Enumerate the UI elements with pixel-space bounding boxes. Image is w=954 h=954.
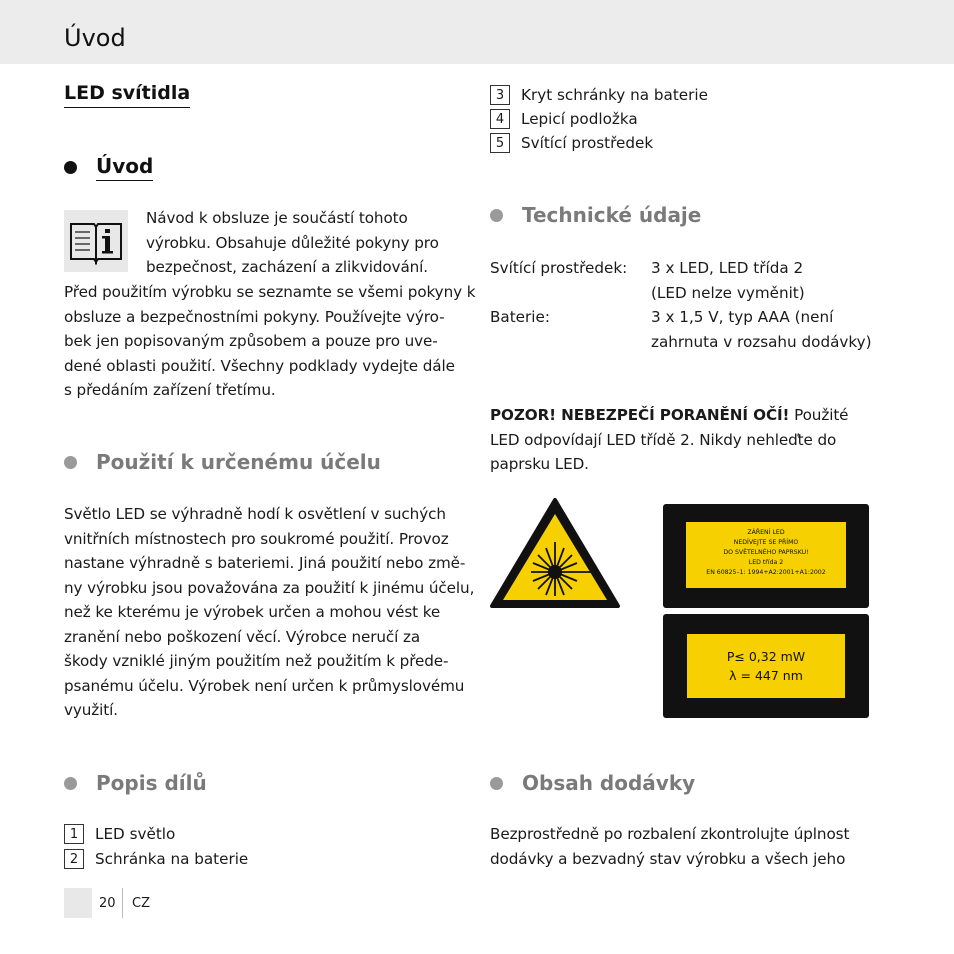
spec-value: (LED nelze vyměnit) [651,283,805,302]
footer-divider [122,888,123,918]
part-number: 4 [490,109,510,129]
label-panel [686,522,846,588]
part-label: Kryt schránky na baterie [521,86,708,104]
bullet-icon [64,777,77,790]
header-band [0,0,954,64]
text-line: s předáním zařízení třetímu. [64,381,276,399]
text-line: psanému účelu. Výrobek není určen k průmyslovému [64,676,465,695]
main-heading: LED svítidla [64,82,190,108]
laser-class-label [663,504,869,608]
label-line: LED třída 2 [748,559,784,566]
text-line: obsluze a bezpečnostními pokyny. Používejte výro- [64,307,445,326]
spec-label: Baterie: [490,308,550,326]
laser-warning-icon [488,496,622,610]
parts-list-item [64,848,248,870]
text-line: LED odpovídají LED třídě 2. Nikdy nehleďte do [490,430,837,449]
section-title: Popis dílů [96,771,207,795]
warning-text: Použité [789,406,849,424]
info-book-icon [64,210,128,272]
label-power: P≤ 0,32 mW [726,649,806,664]
text-line: bezpečnost, zacházení a zlikvidování. [146,258,429,276]
intro-text-body [64,280,475,403]
text-line: než ke kterému je výrobek určen a mohou vést ke [64,603,441,621]
text-line: výrobku. Obsahuje důležité pokyny pro [146,233,439,252]
bullet-icon [64,456,77,469]
bullet-icon [64,161,77,174]
country-code: CZ [132,896,150,911]
label-line: EN 60825–1: 1994+A2:2001+A1:2002 [706,569,826,576]
section-delivery-heading [490,771,695,795]
spec-label: Svítící prostředek: [490,259,628,277]
part-label: Lepicí podložka [521,110,638,128]
text-line: zranění nebo poškození věcí. Výrobce neručí za [64,627,421,646]
spec-value: zahrnuta v rozsahu dodávky) [651,332,872,351]
warning-bold: POZOR! NEBEZPEČÍ PORANĚNÍ OČÍ! [490,406,790,424]
text-line: paprsku LED. [490,455,589,473]
text-line: škody vzniklé jiným použitím než použitím k přede- [64,652,449,670]
bullet-icon [490,777,503,790]
part-number: 5 [490,133,510,153]
text-line: bek jen popisovaným způsobem a pouze pro uve- [64,332,438,350]
section-parts-heading [64,771,207,795]
intended-use-text [64,502,474,723]
section-tech-heading [490,203,701,227]
parts-list-item [490,84,708,106]
label-line: ZÁŘENÍ LED [747,529,785,536]
text-line: nastane výhradně s bateriemi. Jiná použití nebo změ- [64,554,466,572]
section-intended-use-heading [64,450,381,474]
intro-text-top [146,206,439,280]
section-title: Úvod [96,154,153,181]
text-line: Před použitím výrobku se seznamte se všemi pokyny k [64,283,476,301]
label-line: DO SVĚTELNÉHO PAPRSKU! [723,549,809,556]
parts-list-item [64,823,175,845]
label-wavelength: λ = 447 nm [729,668,803,683]
part-label: LED světlo [95,825,176,843]
label-line: NEDÍVEJTE SE PŘÍMO [733,539,799,546]
section-title: Obsah dodávky [522,771,696,795]
page-number: 20 [99,896,116,911]
part-number: 2 [64,849,84,869]
page-header-title: Úvod [64,24,126,52]
part-label: Svítící prostředek [521,134,654,152]
parts-list-item [490,108,638,130]
eye-warning-text [490,403,848,477]
text-line: dené oblasti použití. Všechny podklady vydejte dále [64,356,455,375]
bullet-icon [490,209,503,222]
part-number: 1 [64,824,84,844]
footer-marker [64,888,92,918]
text-line: ny výrobku jsou považována za použití k jinému účelu, [64,578,475,597]
text-line: dodávky a bezvadný stav výrobku a všech jeho [490,849,846,868]
label-panel [687,634,845,698]
section-title: Technické údaje [522,203,702,227]
text-line: Bezprostředně po rozbalení zkontrolujte úplnost [490,825,850,843]
parts-list-item [490,132,653,154]
text-line: Světlo LED se výhradně hodí k osvětlení v suchých [64,505,446,523]
laser-power-label [663,614,869,718]
delivery-text [490,822,849,871]
part-label: Schránka na baterie [95,850,249,868]
tech-specs [490,256,910,356]
section-intro-heading [64,154,153,181]
spec-value: 3 x LED, LED třída 2 [651,259,804,277]
text-line: využití. [64,701,118,719]
section-title: Použití k určenému účelu [96,450,381,474]
spec-value: 3 x 1,5 V, typ AAA (není [651,308,834,326]
text-line: Návod k obsluze je součástí tohoto [146,209,408,227]
text-line: vnitřních místnostech pro soukromé použití. Provoz [64,529,449,548]
part-number: 3 [490,85,510,105]
